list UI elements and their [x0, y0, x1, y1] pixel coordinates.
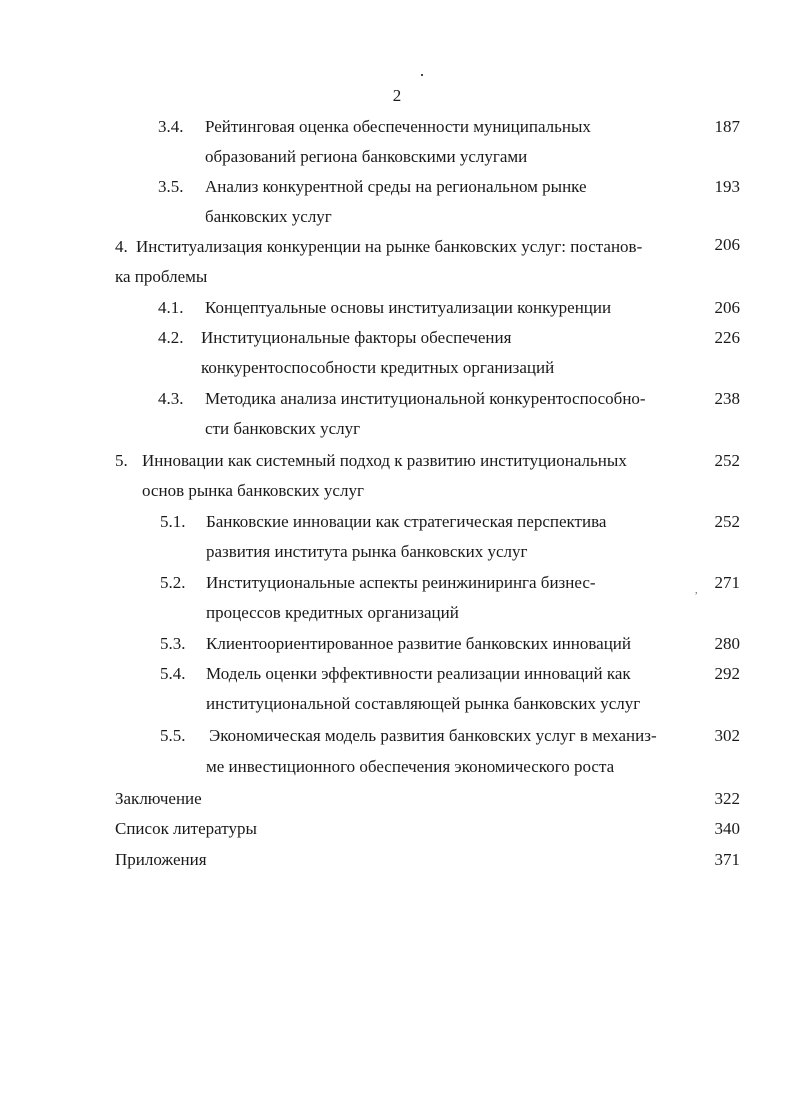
toc-entry-title-line: Концептуальные основы институализации конкуренции [205, 298, 612, 317]
toc-entry-title-line: образований региона банковскими услугами [205, 147, 528, 166]
toc-entry-number: 4.3. [158, 389, 184, 408]
toc-entry-title-line: Экономическая модель развития банковских услуг в механиз- [209, 726, 657, 745]
scan-mark: , [695, 585, 698, 596]
toc-entry-page: 193 [714, 177, 740, 196]
toc-entry-number: 5.2. [160, 573, 186, 592]
toc-entry-page: 206 [714, 235, 740, 254]
toc-entry-title-line: Заключение [115, 789, 202, 808]
toc-entry-title-line: Клиентоориентированное развитие банковских инноваций [206, 634, 631, 653]
toc-entry-number: 5.3. [160, 634, 186, 653]
toc-entry-title-line: Рейтинговая оценка обеспеченности муниципальных [205, 117, 591, 136]
toc-entry-page: 206 [714, 298, 740, 317]
toc-entry-page: 340 [714, 819, 740, 838]
toc-entry-number: 5. [115, 451, 128, 470]
toc-entry-title-line: ме инвестиционного обеспечения экономического роста [206, 757, 615, 776]
toc-entry-number: 4. [115, 237, 128, 256]
page-number: 2 [392, 86, 402, 105]
toc-entry-page: 252 [714, 451, 740, 470]
toc-entry-page: 252 [714, 512, 740, 531]
toc-entry-title-line: Список литературы [115, 819, 257, 838]
toc-entry-title-line: банковских услуг [205, 207, 332, 226]
toc-entry-title-line: Институциональные факторы обеспечения [201, 328, 512, 347]
toc-entry-number: 3.4. [158, 117, 184, 136]
toc-entry-title-line: Институализация конкуренции на рынке банковских услуг: постанов- [136, 237, 643, 256]
toc-entry-page: 271 [714, 573, 740, 592]
toc-entry-number: 4.1. [158, 298, 184, 317]
toc-entry-page: 280 [714, 634, 740, 653]
toc-entry-number: 4.2. [158, 328, 184, 347]
toc-entry-title-line: конкурентоспособности кредитных организаций [201, 358, 555, 377]
toc-entry-title-line: процессов кредитных организаций [206, 603, 459, 622]
toc-entry-title-line: институциональной составляющей рынка банковских услуг [206, 694, 641, 713]
toc-entry-title-line: Институциональные аспекты реинжиниринга бизнес- [206, 573, 596, 592]
toc-entry-page: 322 [714, 789, 740, 808]
toc-entry-title-line: Методика анализа институциональной конкурентоспособно- [205, 389, 646, 408]
toc-entry-page: 238 [714, 389, 740, 408]
toc-entry-title-line: Анализ конкурентной среды на региональном рынке [205, 177, 587, 196]
toc-entry-page: 187 [714, 117, 740, 136]
toc-entry-page: 226 [714, 328, 740, 347]
toc-entry-number: 3.5. [158, 177, 184, 196]
toc-entry-number: 5.4. [160, 664, 186, 683]
toc-entry-title-line: Модель оценки эффективности реализации инноваций как [206, 664, 631, 683]
toc-entry-page: 302 [714, 726, 740, 745]
toc-entry-number: 5.1. [160, 512, 186, 531]
toc-entry-number: 5.5. [160, 726, 186, 745]
toc-entry-page: 371 [714, 850, 740, 869]
toc-entry-title-line: ка проблемы [115, 267, 208, 286]
toc-entry-page: 292 [714, 664, 740, 683]
toc-entry-title-line: основ рынка банковских услуг [142, 481, 364, 500]
toc-entry-title-line: сти банковских услуг [205, 419, 361, 438]
toc-entry-title-line: развития института рынка банковских услуг [206, 542, 528, 561]
toc-entry-title-line: Приложения [115, 850, 207, 869]
toc-entry-title-line: Банковские инновации как стратегическая перспектива [206, 512, 607, 531]
scan-speck [421, 74, 423, 76]
toc-entry-title-line: Инновации как системный подход к развитию институциональных [142, 451, 627, 470]
